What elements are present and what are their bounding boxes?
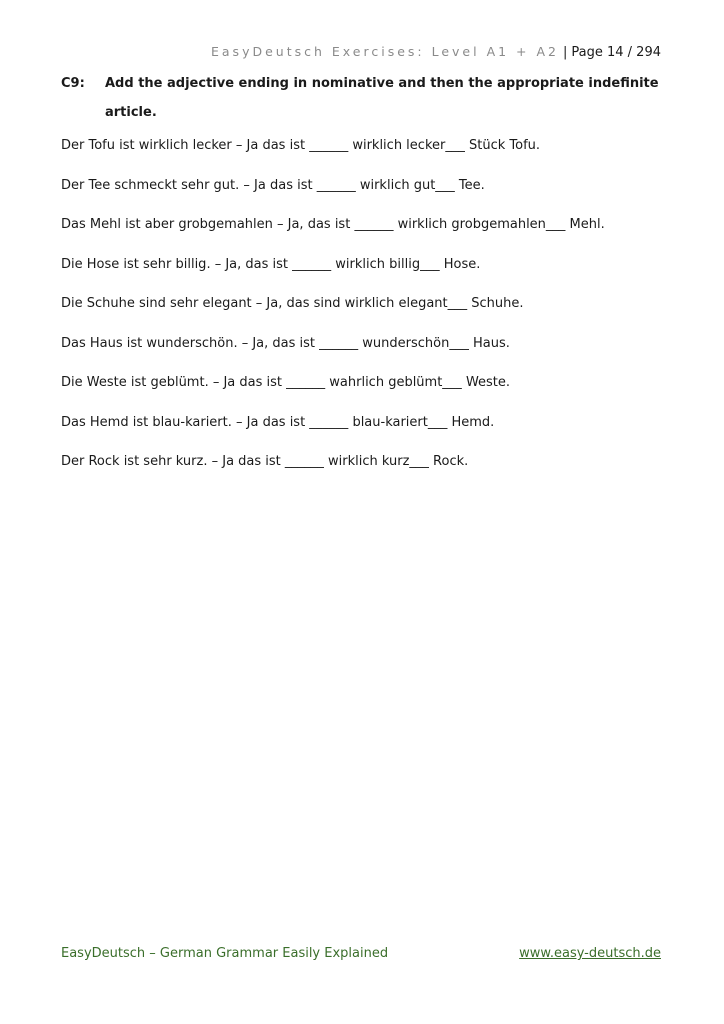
- footer-tagline: EasyDeutsch – German Grammar Easily Explained: [61, 946, 389, 961]
- sentence-line: Das Hemd ist blau-kariert. – Ja das ist ______ blau-kariert___ Hemd.: [61, 414, 495, 430]
- header-separator: |: [563, 45, 568, 60]
- sentence-line: Das Mehl ist aber grobgemahlen – Ja, das ist ______ wirklich grobgemahlen___ Mehl.: [61, 217, 605, 232]
- sentence-line: Die Schuhe sind sehr elegant – Ja, das sind wirklich elegant___ Schuhe.: [61, 296, 524, 311]
- sentence-line: Die Weste ist geblümt. – Ja das ist ______ wahrlich geblümt___ Weste.: [61, 375, 511, 390]
- page-number: Page 14 / 294: [571, 45, 661, 60]
- sentence-line: Der Tofu ist wirklich lecker – Ja das ist ______ wirklich lecker___ Stück Tofu.: [61, 138, 541, 153]
- footer-website-link[interactable]: www.easy-deutsch.de: [519, 946, 661, 961]
- exercise-number: C9:: [61, 76, 85, 91]
- exercise-instruction-line1: Add the adjective ending in nominative and then the appropriate indefinite: [105, 76, 659, 91]
- exercise-heading: [61, 69, 661, 127]
- series-title: EasyDeutsch Exercises: Level A1 + A2: [211, 44, 559, 59]
- page-header: [211, 44, 661, 60]
- sentence-line: Der Tee schmeckt sehr gut. – Ja das ist ______ wirklich gut___ Tee.: [61, 177, 485, 193]
- sentence-line: Das Haus ist wunderschön. – Ja, das ist ______ wunderschön___ Haus.: [61, 335, 510, 351]
- exercise-instruction-line2: article.: [105, 105, 157, 120]
- sentence-line: Der Rock ist sehr kurz. – Ja das ist ______ wirklich kurz___ Rock.: [61, 454, 469, 469]
- sentence-line: Die Hose ist sehr billig. – Ja, das ist ______ wirklich billig___ Hose.: [61, 256, 481, 272]
- exercise-sentences: [61, 136, 671, 492]
